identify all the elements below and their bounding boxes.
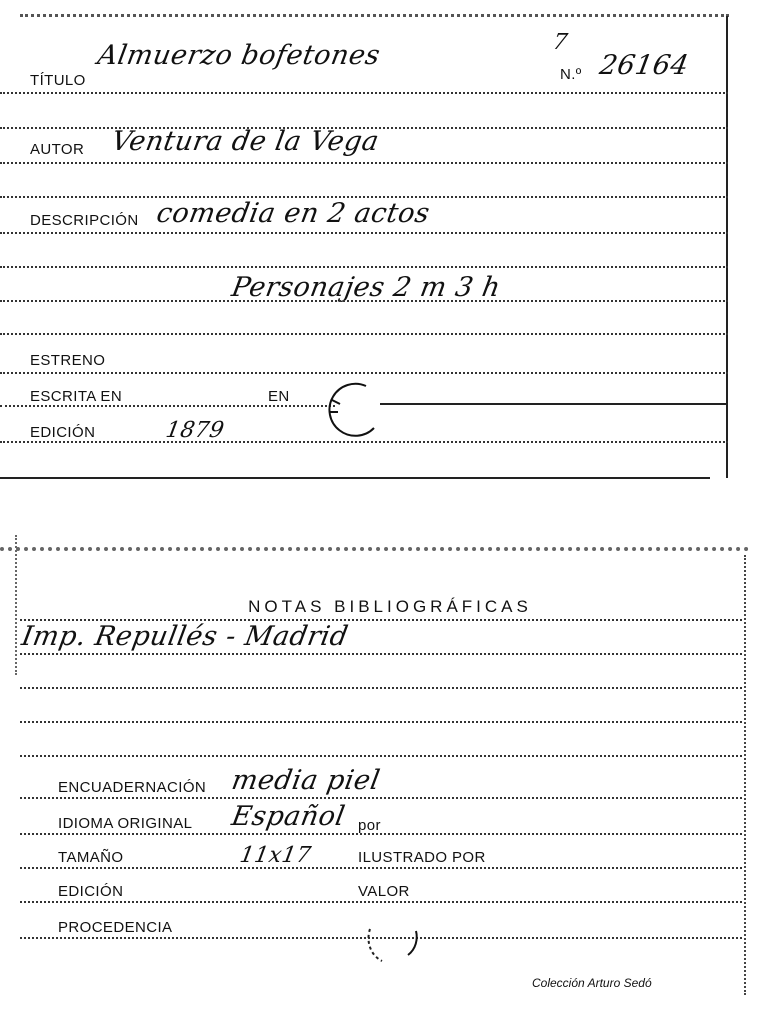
titulo-value: Almuerzo bofetones [95,40,383,71]
ruled-line [0,162,728,164]
tamano-value: 11x17 [237,843,314,868]
ruled-line [20,797,742,799]
escrita-label: ESCRITA EN [30,388,123,405]
estreno-label: ESTRENO [30,352,106,369]
ruled-line [20,755,742,757]
ruled-line [0,300,728,302]
por-label: por [358,817,381,834]
en-label: EN [268,388,290,405]
card-top-edge [20,14,729,21]
valor-label: VALOR [358,883,410,900]
back-edicion-label: EDICIÓN [58,883,124,900]
ruled-line [0,232,728,234]
numero-value: 26164 [597,50,692,81]
coleccion-footer: Colección Arturo Sedó [532,976,652,990]
idioma-value: Español [229,801,348,832]
encuadernacion-label: ENCUADERNACIÓN [58,779,207,796]
tamano-label: TAMAÑO [58,849,124,866]
ruled-line [20,901,742,903]
notas-title: NOTAS BIBLIOGRÁFICAS [248,597,532,616]
edicion-label: EDICIÓN [30,424,96,441]
back-card [0,535,759,1028]
procedencia-label: PROCEDENCIA [58,919,173,936]
ruled-line [20,721,742,723]
ruled-line [20,687,742,689]
idioma-label: IDIOMA ORIGINAL [58,815,193,832]
edicion-value: 1879 [163,418,227,443]
nota-imprenta: Imp. Repullés - Madrid [19,621,351,652]
ruled-line [20,653,742,655]
personajes-value: Personajes 2 m 3 h [229,272,504,303]
encuadernacion-value: media piel [229,765,383,796]
ruled-line [380,403,728,405]
ruled-line [0,405,335,407]
ruled-line [0,92,728,94]
ruled-line [0,266,728,268]
autor-value: Ventura de la Vega [109,126,382,157]
descripcion-label: DESCRIPCIÓN [30,212,139,229]
descripcion-value: comedia en 2 actos [154,198,433,229]
ruled-line [0,372,728,374]
punch-hole-icon [360,925,430,975]
card-top-edge [0,547,749,555]
bottom-border [0,477,710,479]
autor-label: AUTOR [30,141,85,158]
right-border [726,16,728,478]
titulo-label: TÍTULO [30,72,86,89]
ruled-line [0,333,728,335]
right-border [744,555,746,995]
numero-label: N.º [560,66,582,83]
ruled-line [20,867,742,869]
numero-mark: 7 [550,30,570,55]
front-card [0,0,759,495]
punch-hole-icon [324,380,386,442]
ilustrado-label: ILUSTRADO POR [358,849,486,866]
ruled-line [20,833,742,835]
